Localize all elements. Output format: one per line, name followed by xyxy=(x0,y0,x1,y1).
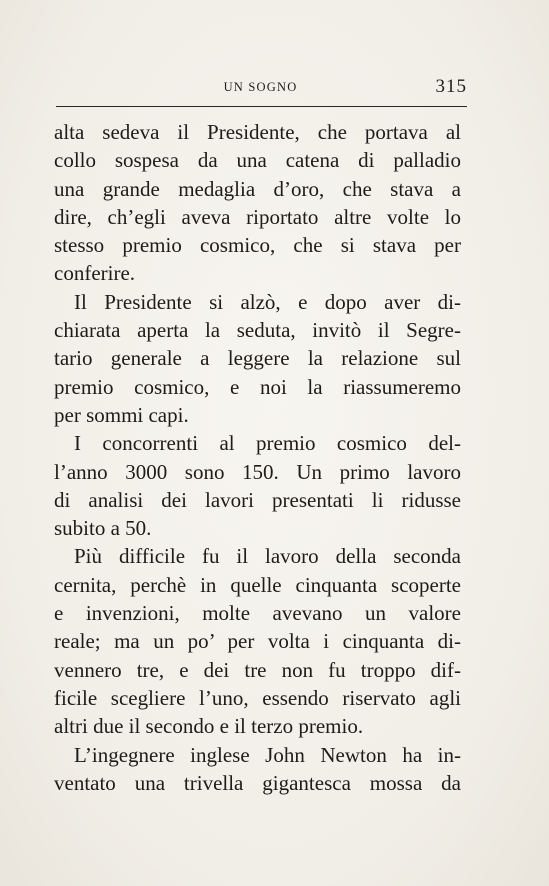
text-line: ventato una trivella gigantesca mossa da xyxy=(54,770,461,795)
text-line: per sommi capi. xyxy=(54,402,189,427)
text-line: collo sospesa da una catena di palladio xyxy=(54,148,461,173)
text-line: e invenzioni, molte avevano un valore xyxy=(54,601,461,626)
header-rule xyxy=(56,106,467,107)
text-line: reale; ma un po’ per volta i cinquanta di- xyxy=(54,629,461,654)
text-line: premio cosmico, e noi la riassumeremo xyxy=(54,374,461,399)
text-line: ficile scegliere l’uno, essendo riservato agli xyxy=(54,685,461,710)
text-line: Il Presidente si alzò, e dopo aver di- xyxy=(74,289,461,314)
text-line: stesso premio cosmico, che si stava per xyxy=(54,233,461,258)
page-number: 315 xyxy=(435,76,467,97)
text-line: di analisi dei lavori presentati li ridusse xyxy=(54,487,461,512)
text-line: chiarata aperta la seduta, invitò il Segre- xyxy=(54,318,461,343)
text-line: I concorrenti al premio cosmico del- xyxy=(74,431,461,456)
text-line: l’anno 3000 sono 150. Un primo lavoro xyxy=(54,459,461,484)
text-line: subito a 50. xyxy=(54,516,152,541)
text-line: cernita, perchè in quelle cinquanta scoperte xyxy=(54,572,461,597)
text-line: altri due il secondo e il terzo premio. xyxy=(54,714,364,739)
text-line: conferire. xyxy=(54,261,136,286)
text-line: una grande medaglia d’oro, che stava a xyxy=(54,176,461,201)
body-text xyxy=(54,118,461,797)
text-line: dire, ch’egli aveva riportato altre volte lo xyxy=(54,204,461,229)
text-line: alta sedeva il Presidente, che portava al xyxy=(54,120,461,144)
running-title: UN SOGNO xyxy=(223,80,298,94)
text-line: tario generale a leggere la relazione sul xyxy=(54,346,461,371)
text-line: vennero tre, e dei tre non fu troppo dif- xyxy=(54,657,461,682)
text-line: Più difficile fu il lavoro della seconda xyxy=(74,544,461,569)
running-head xyxy=(54,76,467,100)
text-line: L’ingegnere inglese John Newton ha in- xyxy=(74,742,461,767)
